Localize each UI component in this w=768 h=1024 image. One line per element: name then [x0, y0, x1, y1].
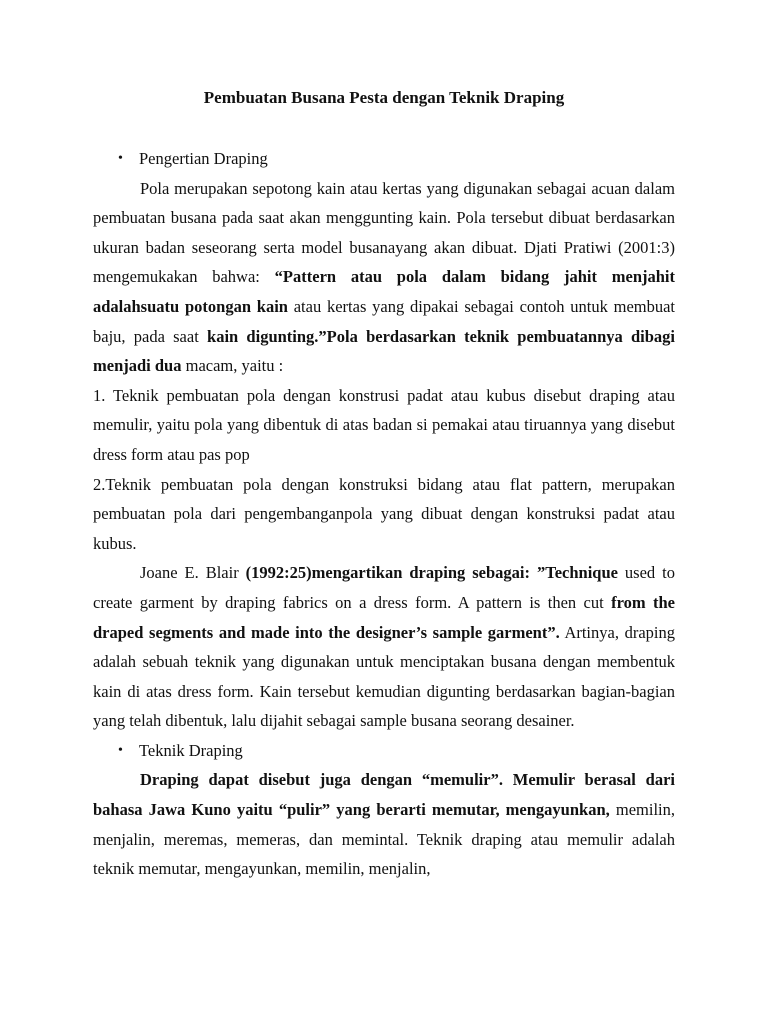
- text-bold: Draping dapat disebut juga dengan “memulir”. Memulir berasal dari bahasa Jawa Kuno yaitu “pulir” yang berarti memutar, mengayunkan,: [93, 770, 675, 820]
- bullet-dot-icon: •: [118, 151, 123, 166]
- text-segment: Joane E. Blair: [140, 563, 246, 583]
- quote-bold: (1992:25)mengartikan draping sebagai: ”Technique: [245, 563, 618, 583]
- text-segment: used to create garment by draping fabrics on a dress form. A pattern is then cut: [93, 563, 675, 612]
- bullet-item-teknik: [93, 736, 675, 766]
- text-segment: Artinya, draping adalah sebuah teknik yang digunakan untuk menciptakan busana dengan membentuk kain di atas dress form. Kain tersebut kemudian digunting berdasarkan bagian-bagian yang telah dibentuk, lalu dijahit sebagai sample busana seorang desainer.: [93, 622, 675, 731]
- bullet-dot-icon: •: [118, 742, 123, 758]
- quote-bold: “Pattern atau pola dalam bidang jahit menjahit adalahsuatu potongan kain: [93, 267, 676, 316]
- paragraph-memulir: [93, 765, 675, 883]
- text-segment: memilin, menjalin, meremas, memeras, dan memintal. Teknik draping atau memulir adalah teknik memutar, mengayunkan, memilin, menjalin,: [93, 800, 675, 879]
- bullet-label: Pengertian Draping: [139, 149, 268, 168]
- paragraph-pola: [93, 174, 675, 381]
- text-segment: atau kertas yang dipakai sebagai contoh untuk membuat baju, pada saat: [93, 296, 676, 346]
- bullet-item-pengertian: [93, 144, 675, 174]
- text-segment: Pola merupakan sepotong kain atau kertas yang digunakan sebagai acuan dalam pembuatan busana pada saat akan menggunting kain. Pola tersebut dibuat berdasarkan ukuran badan seseorang serta model busanayang akan dibuat. Djati Pratiwi (2001:3) mengemukakan bahwa:: [93, 178, 675, 287]
- bullet-label: Teknik Draping: [139, 740, 243, 760]
- quote-bold: kain digunting.”Pola berdasarkan teknik pembuatannya dibagi menjadi dua: [93, 326, 675, 376]
- numbered-item-2: 2.Teknik pembuatan pola dengan konstruksi bidang atau flat pattern, merupakan pembuatan pola dari pengembanganpola yang dibuat dengan konstruksi padat atau kubus.: [93, 474, 675, 553]
- document-title: Pembuatan Busana Pesta dengan Teknik Draping: [203, 88, 565, 107]
- paragraph-blair: [93, 558, 675, 736]
- numbered-item-1: 1. Teknik pembuatan pola dengan konstrusi padat atau kubus disebut draping atau memulir, yaitu pola yang dibentuk di atas badan si pemakai atau tiruannya yang disebut dress form atau pas pop: [93, 385, 675, 464]
- document-body: [93, 144, 675, 884]
- quote-bold: from the draped segments and made into the designer’s sample garment”.: [93, 592, 675, 642]
- text-segment: macam, yaitu :: [181, 356, 284, 376]
